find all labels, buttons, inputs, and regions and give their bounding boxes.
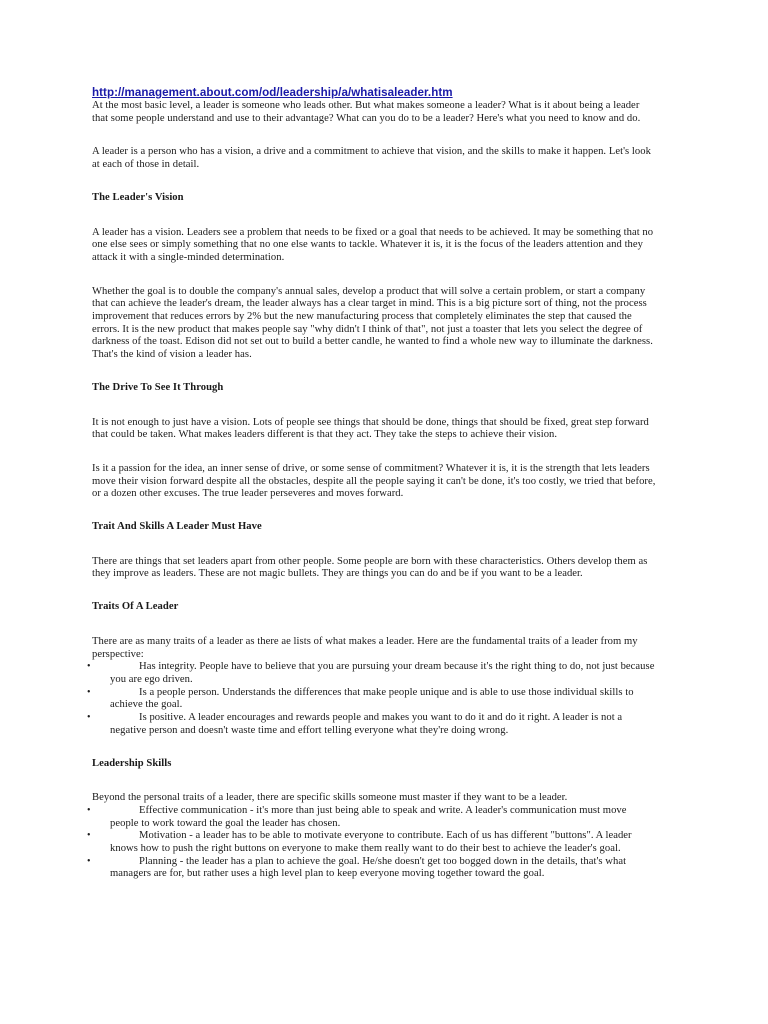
vision-paragraph-2: Whether the goal is to double the company's annual sales, develop a product that will solve a certain problem, or start a company that can achieve the leader's dream, the leader always has a clear target in mind. This is a big picture sort of thing, not the process improvement that reduces errors by 2% but the new manufacturing process that completely eliminates the step that caused the errors. It is the new product that makes people say "why didn't I think of that", not just a toaster that lets you select the degree of darkness of the toast. Edison did not set out to build a better candle, he wanted to find a whole new way to illuminate the darkness. That's the kind of vision a leader has. [92, 285, 653, 361]
document-body [87, 86, 657, 881]
skills-list [87, 804, 657, 881]
list-item [87, 804, 657, 830]
bullet-icon: • [87, 686, 91, 698]
list-item-text: Planning - the leader has a plan to achieve the goal. He/she doesn't get too bogged down in the details, that's what managers are for, but rather uses a high level plan to keep everyone moving together toward the goal. [110, 855, 627, 880]
list-item-text: Effective communication - it's more than just being able to speak and write. A leader's communication must move people to work toward the goal the leader has chosen. [110, 804, 627, 829]
bullet-icon: • [87, 804, 91, 816]
bullet-icon: • [87, 830, 91, 842]
list-item-text: Is positive. A leader encourages and rewards people and makes you want to do it and do it right. A leader is not a negative person and doesn't waste time and effort telling everyone what they're doing wrong. [110, 712, 623, 736]
bullet-icon: • [87, 712, 91, 724]
heading-leadership-skills: Leadership Skills [92, 757, 172, 769]
heading-drive: The Drive To See It Through [92, 381, 224, 393]
traits-list [87, 661, 657, 737]
intro-paragraph-2: A leader is a person who has a vision, a drive and a commitment to achieve that vision, and the skills to make it happen. Let's look at each of those in detail. [92, 146, 651, 171]
traits-intro: There are as many traits of a leader as there ae lists of what makes a leader. Here are the fundamental traits of a leader from my perspective: [92, 635, 638, 660]
list-item-text: Is a people person. Understands the differences that make people unique and is able to use those individual skills to achieve the goal. [110, 686, 634, 711]
heading-leaders-vision: The Leader's Vision [92, 191, 184, 203]
bullet-icon: • [87, 661, 91, 673]
list-item [87, 686, 657, 712]
heading-traits: Traits Of A Leader [92, 601, 179, 613]
list-item-text: Motivation - a leader has to be able to motivate everyone to contribute. Each of us has different "buttons". A leader knows how to push the right buttons on everyone to make them really want to do their best to achieve the leader's goal. [110, 830, 632, 855]
source-link[interactable]: http://management.about.com/od/leadership/a/whatisaleader.htm [92, 86, 453, 99]
trait-skills-paragraph: There are things that set leaders apart from other people. Some people are born with these characteristics. Others develop them as they improve as leaders. These are not magic bullets. They are things you can do and be if you want to be a leader. [92, 555, 648, 580]
list-item [87, 830, 657, 855]
list-item [87, 661, 657, 686]
vision-paragraph-1: A leader has a vision. Leaders see a problem that needs to be fixed or a goal that needs to be achieved. It may be something that no one else sees or simply something that no one else wants to tackle. Whatever it is, it is the focus of the leaders attention and they attack it with a single-minded determination. [92, 226, 654, 263]
bullet-icon: • [87, 855, 91, 867]
list-item [87, 712, 657, 737]
drive-paragraph-2: Is it a passion for the idea, an inner sense of drive, or some sense of commitment? Whatever it is, it is the strength that lets leaders move their vision forward despite all the obstacles, despite all the people saying it can't be done, it's too costly, we tried that before, or a dozen other excuses. The true leader perseveres and moves forward. [92, 462, 656, 500]
intro-paragraph-1: At the most basic level, a leader is someone who leads other. But what makes someone a leader? What is it about being a leader that some people understand and use to their advantage? What can you do to be a leader? Here's what you need to know and do. [92, 100, 641, 124]
skills-intro: Beyond the personal traits of a leader, there are specific skills someone must master if they want to be a leader. [92, 792, 568, 804]
list-item-text: Has integrity. People have to believe that you are pursuing your dream because it's the right thing to do, not just because you are ego driven. [110, 661, 655, 685]
list-item [87, 855, 657, 881]
drive-paragraph-1: It is not enough to just have a vision. Lots of people see things that should be done, things that should be fixed, great step forward that could be taken. What makes leaders different is that they act. They take the steps to achieve their vision. [92, 416, 649, 441]
heading-trait-and-skills: Trait And Skills A Leader Must Have [92, 521, 262, 533]
